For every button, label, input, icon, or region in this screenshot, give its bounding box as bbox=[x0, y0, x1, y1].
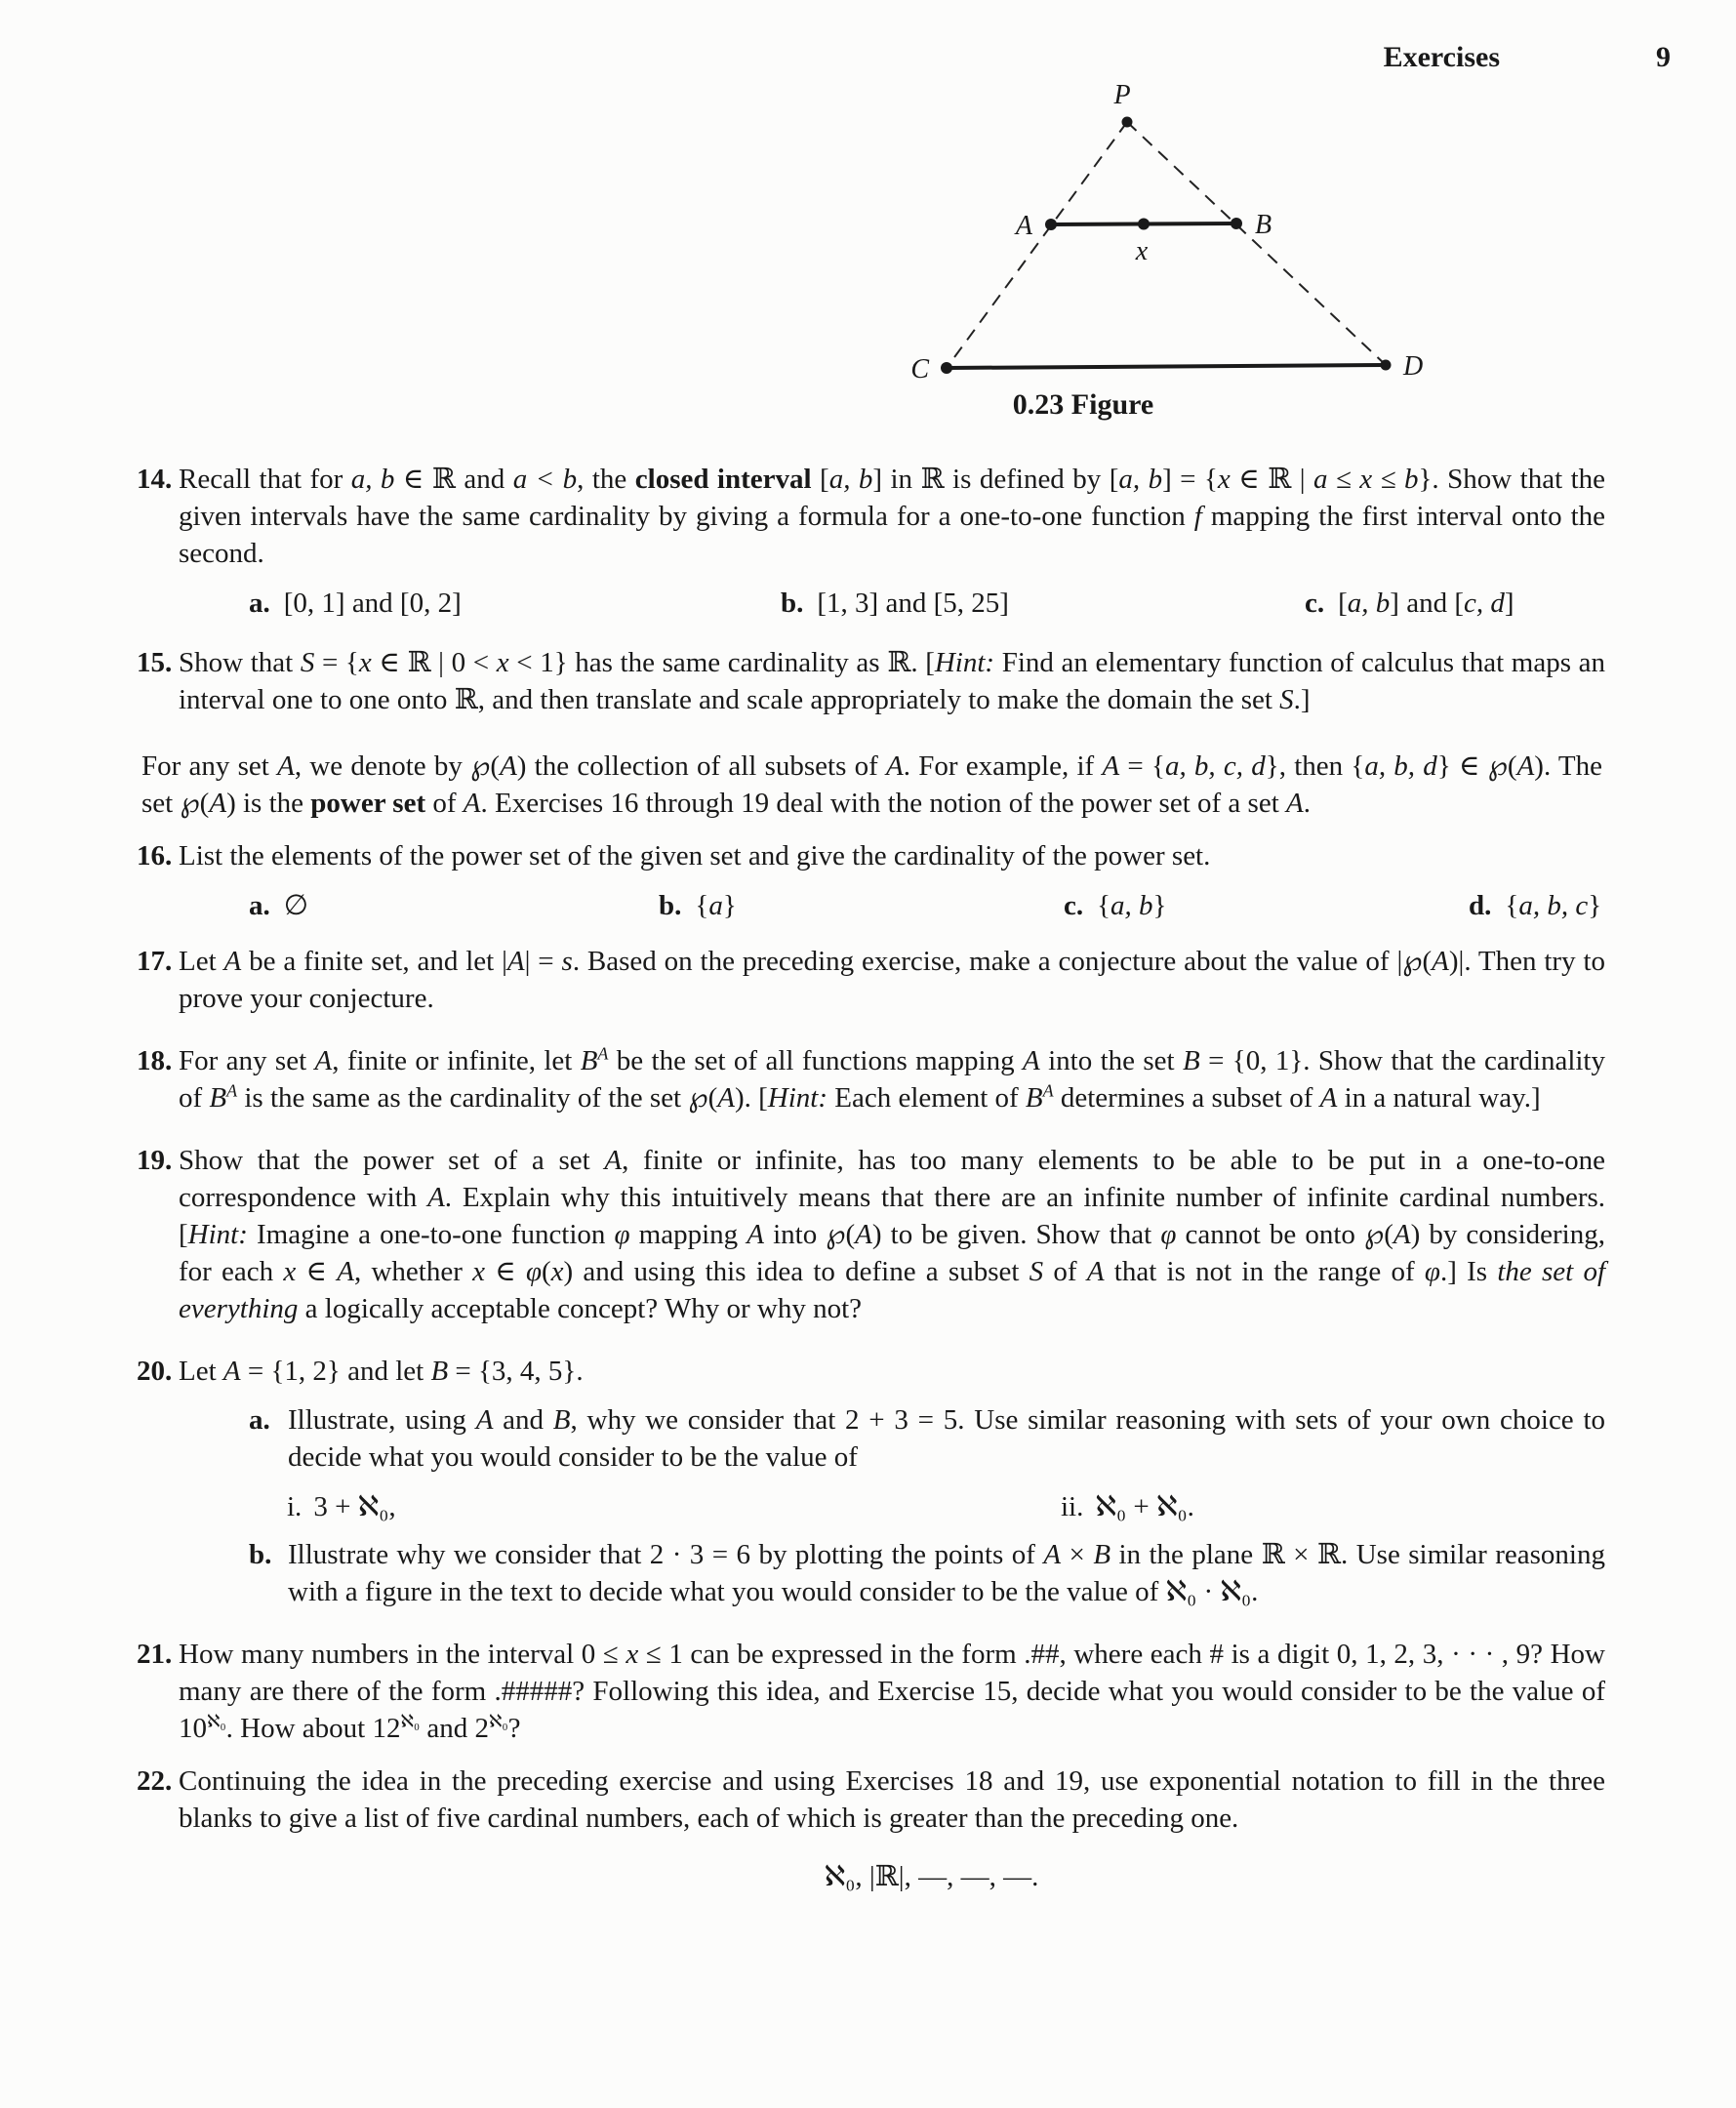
figure-caption: 0.23 Figure bbox=[1012, 388, 1154, 421]
point-B bbox=[1231, 218, 1242, 229]
problem-text: Let A be a finite set, and let |A| = s. Based on the preceding exercise, make a conjecture about the value of |℘(A)|. Then try to prove your conjecture. bbox=[179, 946, 1606, 1014]
problem-text: Let A = {1, 2} and let B = {3, 4, 5}. bbox=[179, 1356, 584, 1387]
problem-text: List the elements of the power set of the given set and give the cardinality of the power set. bbox=[179, 840, 1211, 872]
problem-19 bbox=[137, 1142, 1605, 1327]
problem-20 bbox=[137, 1353, 1605, 1390]
problem-18 bbox=[137, 1042, 1605, 1116]
choice-c bbox=[1064, 886, 1166, 925]
label-C: C bbox=[910, 354, 929, 381]
choice-c bbox=[1305, 584, 1514, 623]
section-title: Exercises bbox=[1383, 41, 1500, 73]
problem-15 bbox=[137, 644, 1605, 718]
final-cardinals-line: ℵ₀, |ℝ|, —, —, —. bbox=[824, 1861, 1039, 1892]
problem-16-choices bbox=[137, 886, 1605, 925]
label-P: P bbox=[1113, 80, 1131, 110]
problem-21 bbox=[137, 1636, 1605, 1747]
point-P bbox=[1122, 117, 1133, 128]
problem-16 bbox=[137, 837, 1605, 874]
choice-text: {a, b, c} bbox=[1505, 890, 1602, 921]
item-text: ℵ₀ + ℵ₀. bbox=[1095, 1491, 1194, 1522]
choice-text: [1, 3] and [5, 25] bbox=[817, 588, 1009, 619]
choice-label: b. bbox=[781, 588, 804, 619]
problem-17 bbox=[137, 943, 1605, 1017]
dashed-line-P-D bbox=[1127, 122, 1386, 365]
problem-number: 17. bbox=[137, 946, 173, 977]
segment-C-D bbox=[947, 365, 1386, 368]
choice-d bbox=[1469, 886, 1601, 925]
problem-number: 14. bbox=[137, 464, 173, 495]
problem-number: 16. bbox=[137, 840, 173, 872]
subproblem-text: Illustrate why we consider that 2 · 3 = 6 by plotting the points of A × B in the plane ℝ × ℝ. Use similar reasoning with a figure in the text to decide what you would consider to be the value of ℵ₀ · ℵ₀. bbox=[288, 1539, 1605, 1607]
subproblem-label: a. bbox=[249, 1404, 270, 1436]
choice-label: a. bbox=[249, 588, 270, 619]
choice-label: a. bbox=[249, 890, 270, 921]
roman-item-i bbox=[287, 1487, 396, 1526]
choice-label: b. bbox=[659, 890, 682, 921]
choice-b bbox=[659, 886, 737, 925]
item-label: ii. bbox=[1061, 1491, 1084, 1522]
subproblem-20a-items bbox=[137, 1487, 1605, 1524]
choice-b bbox=[781, 584, 1009, 623]
choice-a bbox=[249, 886, 308, 925]
dashed-line-P-C bbox=[947, 122, 1127, 368]
problem-22 bbox=[137, 1763, 1605, 1837]
problem-number: 18. bbox=[137, 1045, 173, 1076]
point-C bbox=[941, 362, 952, 374]
problem-number: 22. bbox=[137, 1765, 173, 1797]
figure-0-23 bbox=[742, 78, 1425, 424]
problem-number: 15. bbox=[137, 647, 173, 678]
label-A: A bbox=[1015, 211, 1032, 241]
choice-label: c. bbox=[1064, 890, 1084, 921]
choice-text: {a, b} bbox=[1097, 890, 1167, 921]
point-A bbox=[1045, 219, 1057, 230]
problem-number: 20. bbox=[137, 1356, 173, 1387]
label-B: B bbox=[1255, 210, 1272, 240]
choice-label: c. bbox=[1305, 588, 1325, 619]
subproblem-20b bbox=[249, 1536, 1605, 1610]
choice-text: ∅ bbox=[283, 890, 309, 921]
page-number: 9 bbox=[1656, 41, 1671, 73]
problem-14 bbox=[137, 461, 1605, 572]
point-x bbox=[1138, 219, 1150, 230]
problem-text: Show that S = {x ∈ ℝ | 0 < x < 1} has the same cardinality as ℝ. [Hint: Find an elementary function of calculus that maps an interval one to one onto ℝ, and then translate and scale appropriately to make the domain the set S.] bbox=[179, 647, 1605, 715]
choice-text: [a, b] and [c, d] bbox=[1338, 588, 1514, 619]
item-text: 3 + ℵ₀, bbox=[313, 1491, 396, 1522]
problem-text: Show that the power set of a set A, finite or infinite, has too many elements to be able to be put in a one-to-one correspondence with A. Explain why this intuitively means that there are an infinite number of infinite cardinal numbers. [Hint: Imagine a one-to-one function φ mapping A into ℘(A) to be given. Show that φ cannot be onto ℘(A) by considering, for each x ∈ A, whether x ∈ φ(x) and using this idea to define a subset S of A that is not in the range of φ.] Is the set of everything a logically acceptable concept? Why or why not? bbox=[179, 1145, 1606, 1324]
problem-number: 19. bbox=[137, 1145, 173, 1176]
interlude-paragraph: For any set A, we denote by ℘(A) the collection of all subsets of A. For example, if A = {a, b, c, d}, then {a, b, d} ∈ ℘(A). The set ℘(A) is the power set of A. Exercises 16 through 19 deal with the notion of the power set of a set A. bbox=[141, 750, 1603, 819]
problem-text: Recall that for a, b ∈ ℝ and a < b, the closed interval [a, b] in ℝ is defined by [a, b] = {x ∈ ℝ | a ≤ x ≤ b}. Show that the given intervals have the same cardinality by giving a formula for a one-to-one function f mapping the first interval onto the second. bbox=[179, 464, 1606, 569]
choice-a bbox=[249, 584, 462, 623]
figure-svg bbox=[742, 78, 1425, 381]
problem-text: For any set A, finite or infinite, let $B^A$ be the set of all functions mapping A into the set B = {0, 1}. Show that the cardinality of $B^A$ is the same as the cardinality of the set ℘(A). [Hint: Each element of $B^A$ determines a subset of A in a natural way.] bbox=[179, 1043, 1605, 1114]
item-label: i. bbox=[287, 1491, 303, 1522]
problem-14-choices bbox=[137, 584, 1605, 623]
problem-text: How many numbers in the interval 0 ≤ x ≤ 1 can be expressed in the form .##, where each # is a digit 0, 1, 2, 3, · · · , 9? How many are there of the form .#####? Following this idea, and Exercise 15, decide what you would consider to be the value of $10^{ℵ_0}$. How about $12^{ℵ_0}$ and $2^{ℵ_0}$? bbox=[179, 1639, 1605, 1744]
choice-text: {a} bbox=[695, 890, 737, 921]
problem-text: Continuing the idea in the preceding exercise and using Exercises 18 and 19, use exponential notation to fill in the three blanks to give a list of five cardinal numbers, each of which is greater than the preceding one. bbox=[179, 1765, 1605, 1834]
subproblem-20a bbox=[249, 1401, 1605, 1476]
choice-label: d. bbox=[1469, 890, 1492, 921]
roman-item-ii bbox=[1061, 1487, 1194, 1526]
subproblem-text: Illustrate, using A and B, why we consider that 2 + 3 = 5. Use similar reasoning with sets of your own choice to decide what you would consider to be the value of bbox=[288, 1404, 1605, 1473]
point-D bbox=[1381, 360, 1392, 371]
label-x: x bbox=[1135, 236, 1149, 266]
subproblem-label: b. bbox=[249, 1539, 272, 1570]
label-D: D bbox=[1403, 351, 1424, 381]
choice-text: [0, 1] and [0, 2] bbox=[283, 588, 462, 619]
problem-number: 21. bbox=[137, 1639, 173, 1670]
page-header bbox=[137, 41, 1736, 78]
